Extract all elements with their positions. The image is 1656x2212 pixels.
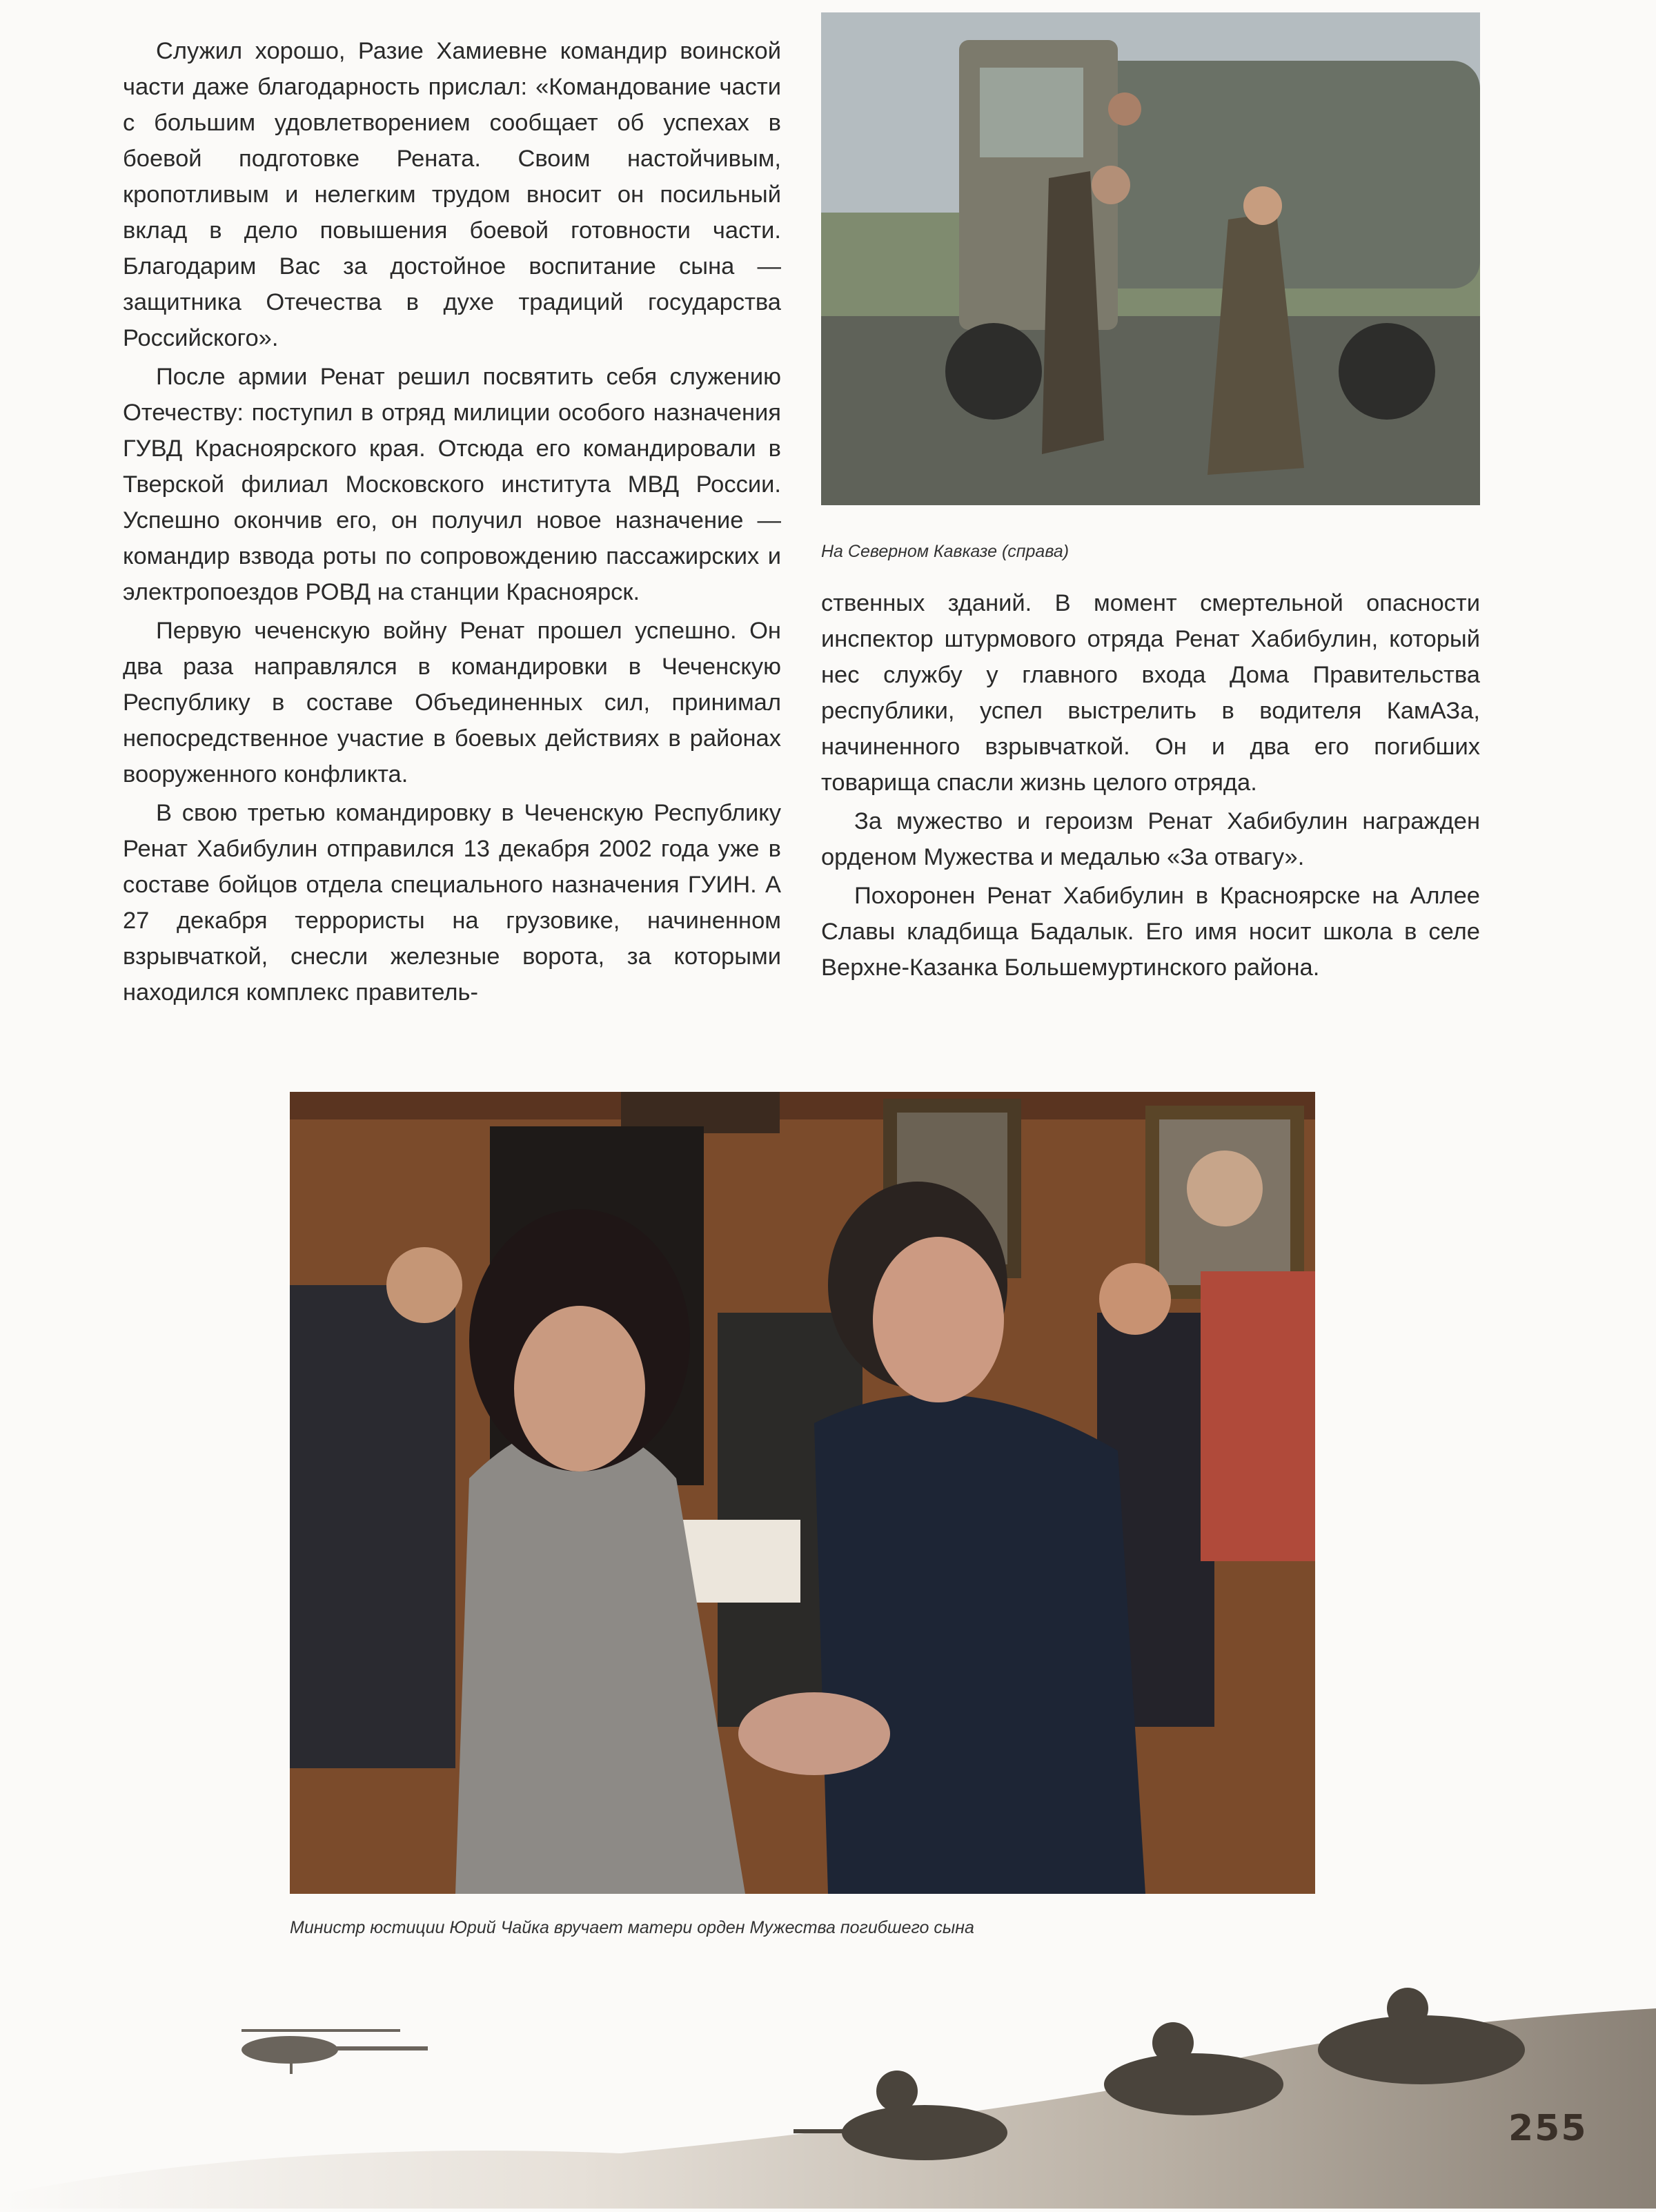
paragraph: ственных зданий. В момент смертельной опасности инспектор штурмового отряда Ренат Хабибулин, который нес службу у главного входа Дома Правительства республики, успел выстрелить в водителя КамАЗа, начиненного взрывчаткой. Он и два его погибших товарища спасли жизнь целого отряда. (821, 590, 1480, 796)
left-text-column (123, 33, 781, 1013)
photo-award-ceremony (290, 1092, 1315, 1894)
photo-north-caucasus (821, 12, 1480, 505)
truck-illustration (821, 12, 1480, 505)
soldiers-silhouette-decoration (0, 1988, 1656, 2209)
paragraph: За мужество и героизм Ренат Хабибулин награжден орденом Мужества и медалью «За отвагу». (821, 808, 1480, 870)
paragraph: В свою третью командировку в Чеченскую Республику Ренат Хабибулин отправился 13 декабря 2002 года уже в составе бойцов отдела специального назначения ГУИН. А 27 декабря террористы на грузовике, начиненном взрывчаткой, снесли железные ворота, за которыми находился комплекс правитель- (123, 800, 781, 1006)
photo-caption: Министр юстиции Юрий Чайка вручает матери орден Мужества погибшего сына (290, 1918, 974, 1937)
right-text-column (821, 585, 1480, 988)
paragraph: Похоронен Ренат Хабибулин в Красноярске на Аллее Славы кладбища Бадалык. Его имя носит школа в селе Верхне-Казанка Большемуртинского района. (821, 883, 1480, 981)
helicopter-icon (241, 2029, 428, 2074)
page-number: 255 (1508, 2108, 1588, 2149)
decorative-footer-band (0, 1988, 1656, 2209)
paragraph: Служил хорошо, Разие Хамиевне командир воинской части даже благодарность прислал: «Командование части с большим удовлетворением сообщает об успехах в боевой подготовке Рената. Своим настойчивым, кропотливым и нелегким трудом вносит он посильный вклад в дело повышения боевой готовности части. Благодарим Вас за достойное воспитание сына — защитника Отечества в духе традиций государства Российского». (123, 38, 781, 351)
paragraph: Первую чеченскую войну Ренат прошел успешно. Он два раза направлялся в командировки в Чеченскую Республику в составе Объединенных сил, принимал непосредственное участие в боевых действиях в районах вооруженного конфликта. (123, 618, 781, 787)
photo-caption: На Северном Кавказе (справа) (821, 542, 1070, 561)
paragraph: После армии Ренат решил посвятить себя служению Отечеству: поступил в отряд милиции особого назначения ГУВД Красноярского края. Отсюда его командировали в Тверской филиал Московского института МВД России. Успешно окончив его, он получил новое назначение — командир взвода роты по сопровождению пассажирских и электропоездов РОВД на станции Красноярск. (123, 364, 781, 605)
ceremony-illustration (290, 1092, 1315, 1894)
